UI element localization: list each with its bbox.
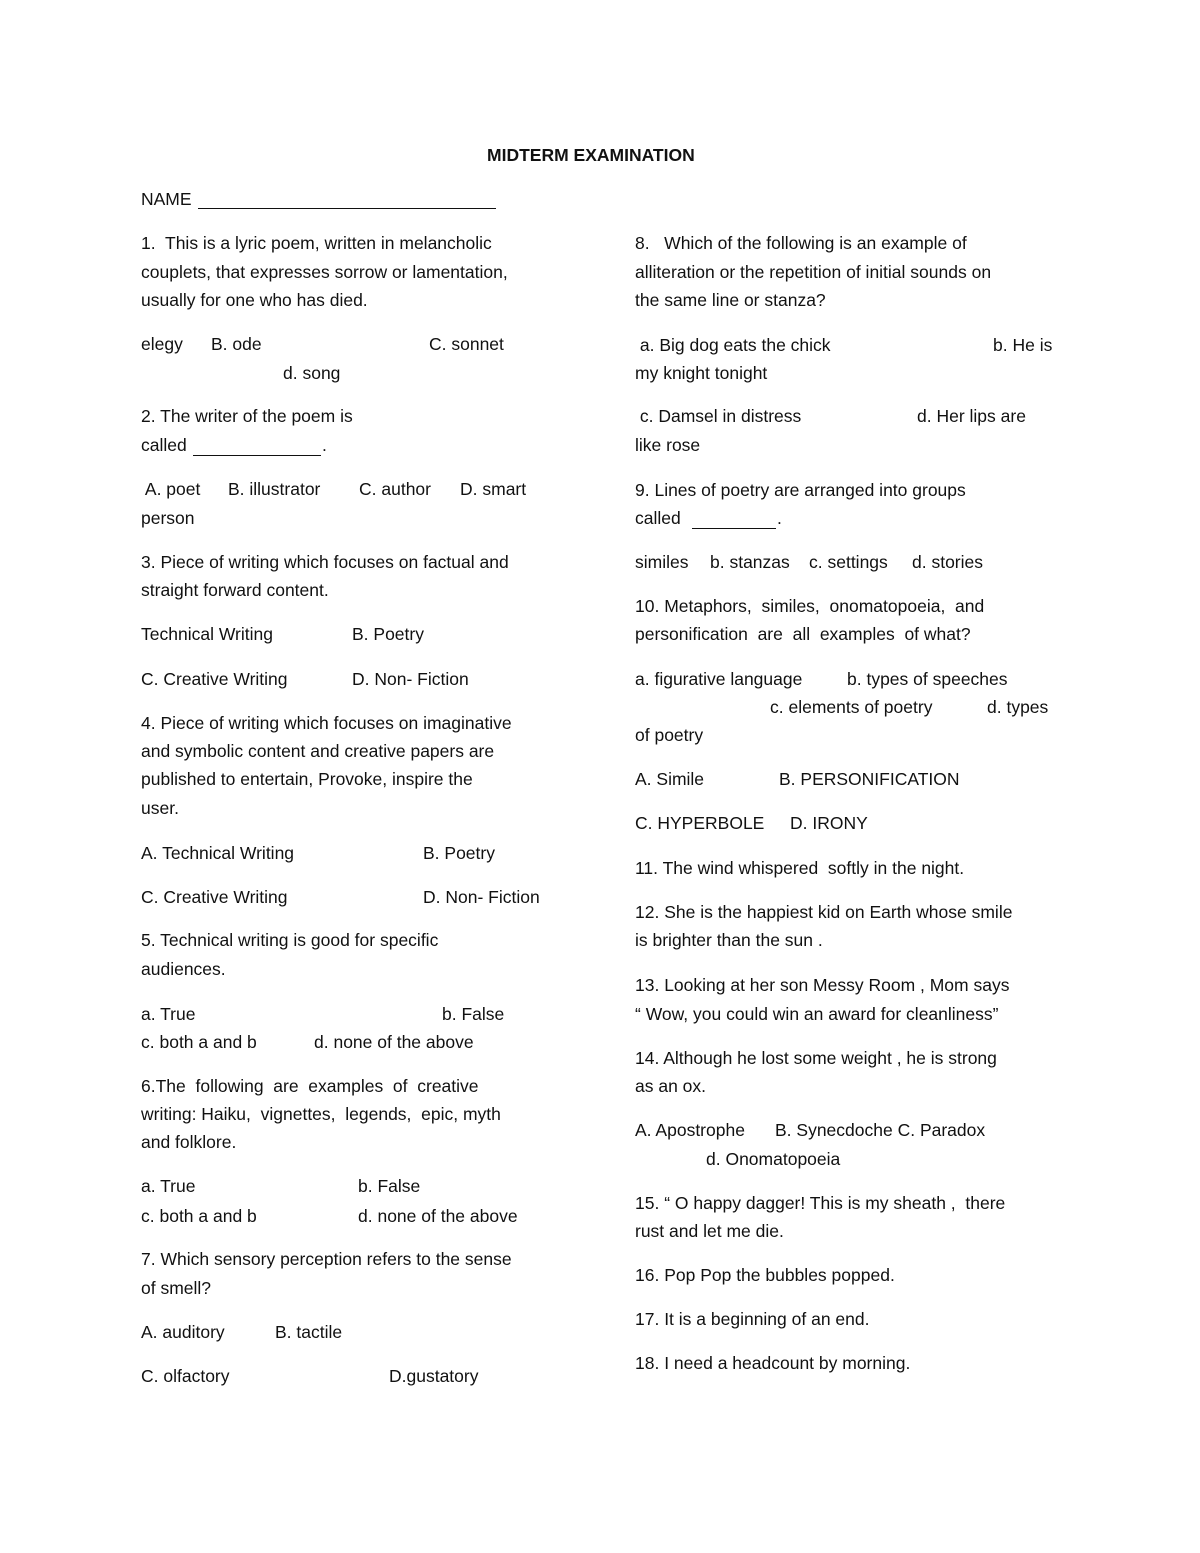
name-label: NAME [141, 189, 192, 209]
question-4-line-1: 4. Piece of writing which focuses on imaginative [141, 713, 512, 733]
q9-option-d: d. stories [912, 552, 983, 572]
q1-option-d: d. song [283, 363, 341, 383]
question-11: 11. The wind whispered softly in the night. [635, 858, 965, 878]
q3-option-b: B. Poetry [352, 624, 424, 644]
q10-option-d: d. types [987, 697, 1049, 717]
q3-option-d: D. Non- Fiction [352, 669, 469, 689]
q6-option-a: a. True [141, 1176, 196, 1196]
question-12-line-1: 12. She is the happiest kid on Earth whose smile [635, 902, 1013, 922]
question-13-line-1: 13. Looking at her son Messy Room , Mom says [635, 975, 1010, 995]
question-16: 16. Pop Pop the bubbles popped. [635, 1265, 895, 1285]
question-4-line-4: user. [141, 798, 179, 818]
q1-option-b: B. ode [211, 334, 262, 354]
q9-option-b: b. stanzas [710, 552, 790, 572]
question-10-line-2: personification are all examples of what? [635, 624, 971, 644]
q1-option-a: elegy [141, 334, 183, 354]
device-option-d: D. IRONY [790, 813, 868, 833]
q5-option-b: b. False [442, 1004, 505, 1024]
q2-option-b: B. illustrator [228, 479, 321, 499]
q3-option-a: Technical Writing [141, 624, 273, 644]
question-14-line-2: as an ox. [635, 1076, 707, 1096]
question-5-line-2: audiences. [141, 959, 226, 979]
q14-option-a: A. Apostrophe [635, 1120, 745, 1140]
question-2-line-1: 2. The writer of the poem is [141, 406, 353, 426]
question-15-line-1: 15. “ O happy dagger! This is my sheath , there [635, 1193, 1006, 1213]
q6-option-d: d. none of the above [358, 1206, 518, 1226]
question-5-line-1: 5. Technical writing is good for specific [141, 930, 439, 950]
q9-option-c: c. settings [809, 552, 888, 572]
question-7-line-2: of smell? [141, 1278, 212, 1298]
name-blank-line [198, 208, 496, 209]
q10-option-b: b. types of speeches [847, 669, 1008, 689]
q9-answer-blank [692, 528, 776, 529]
q4-option-a: A. Technical Writing [141, 843, 295, 863]
page-title: MIDTERM EXAMINATION [487, 145, 695, 165]
question-12-line-2: is brighter than the sun . [635, 930, 823, 950]
q4-option-b: B. Poetry [423, 843, 495, 863]
question-6-line-1: 6.The following are examples of creative [141, 1076, 479, 1096]
q8-option-c: c. Damsel in distress [635, 406, 802, 426]
q2-option-a: A. poet [141, 479, 201, 499]
question-13-line-2: “ Wow, you could win an award for cleanliness” [635, 1004, 999, 1024]
q5-option-a: a. True [141, 1004, 196, 1024]
question-7-line-1: 7. Which sensory perception refers to the sense [141, 1249, 512, 1269]
q8-option-b: b. He is [993, 335, 1053, 355]
q7-option-d: D.gustatory [389, 1366, 479, 1386]
question-18: 18. I need a headcount by morning. [635, 1353, 911, 1373]
q10-option-d-cont: of poetry [635, 725, 704, 745]
question-8-line-2: alliteration or the repetition of initial sounds on [635, 262, 992, 282]
q4-option-c: C. Creative Writing [141, 887, 288, 907]
q3-option-c: C. Creative Writing [141, 669, 288, 689]
q5-option-d: d. none of the above [314, 1032, 474, 1052]
q8-option-d: d. Her lips are [917, 406, 1026, 426]
device-option-c: C. HYPERBOLE [635, 813, 765, 833]
q8-option-b-cont: my knight tonight [635, 363, 768, 383]
question-9-line-2: called [635, 508, 681, 528]
q2-option-c: C. author [359, 479, 431, 499]
q7-option-b: B. tactile [275, 1322, 343, 1342]
q4-option-d: D. Non- Fiction [423, 887, 540, 907]
question-3-line-1: 3. Piece of writing which focuses on factual and [141, 552, 509, 572]
question-1-line-1: 1. This is a lyric poem, written in melancholic [141, 233, 492, 253]
q6-option-c: c. both a and b [141, 1206, 257, 1226]
device-option-a: A. Simile [635, 769, 705, 789]
question-14-line-1: 14. Although he lost some weight , he is strong [635, 1048, 997, 1068]
q2-option-d: D. smart [460, 479, 527, 499]
q2-option-d-cont: person [141, 508, 195, 528]
q9-option-a: similes [635, 552, 689, 572]
q14-option-b-c: B. Synecdoche C. Paradox [775, 1120, 986, 1140]
question-6-line-3: and folklore. [141, 1132, 237, 1152]
question-4-line-2: and symbolic content and creative papers are [141, 741, 495, 761]
question-6-line-2: writing: Haiku, vignettes, legends, epic, myth [141, 1104, 501, 1124]
question-15-line-2: rust and let me die. [635, 1221, 784, 1241]
question-1-line-2: couplets, that expresses sorrow or lamentation, [141, 262, 508, 282]
q8-option-a: a. Big dog eats the chick [635, 335, 831, 355]
question-8-line-3: the same line or stanza? [635, 290, 826, 310]
q7-option-c: C. olfactory [141, 1366, 230, 1386]
question-9-line-1: 9. Lines of poetry are arranged into groups [635, 480, 966, 500]
q7-option-a: A. auditory [141, 1322, 225, 1342]
q9-period: . [777, 508, 782, 528]
q2-period: . [322, 435, 327, 455]
question-3-line-2: straight forward content. [141, 580, 329, 600]
q14-option-d: d. Onomatopoeia [706, 1149, 841, 1169]
q10-option-a: a. figurative language [635, 669, 803, 689]
q1-option-c: C. sonnet [429, 334, 504, 354]
question-17: 17. It is a beginning of an end. [635, 1309, 870, 1329]
q6-option-b: b. False [358, 1176, 421, 1196]
question-8-line-1: 8. Which of the following is an example of [635, 233, 967, 253]
question-1-line-3: usually for one who has died. [141, 290, 368, 310]
q8-option-d-cont: like rose [635, 435, 701, 455]
q2-answer-blank [193, 455, 321, 456]
q10-option-c: c. elements of poetry [770, 697, 933, 717]
question-4-line-3: published to entertain, Provoke, inspire the [141, 769, 473, 789]
question-2-line-2: called [141, 435, 187, 455]
question-10-line-1: 10. Metaphors, similes, onomatopoeia, and [635, 596, 985, 616]
q5-option-c: c. both a and b [141, 1032, 257, 1052]
device-option-b: B. PERSONIFICATION [779, 769, 960, 789]
